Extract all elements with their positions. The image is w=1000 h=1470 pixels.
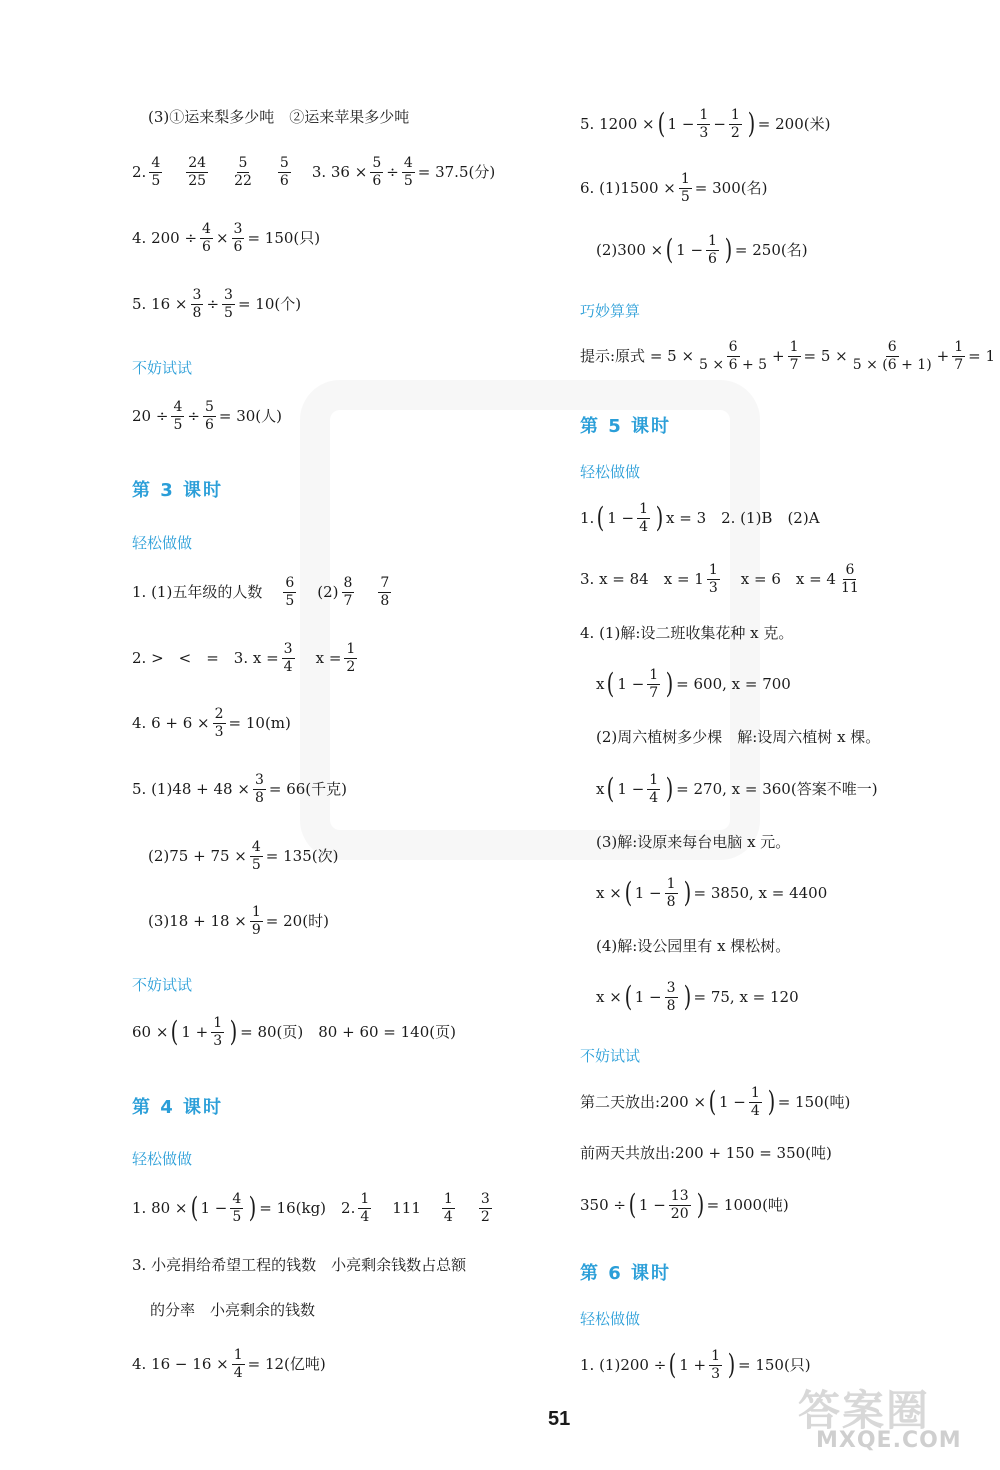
answer-line: 2. 4 5 24 25 5 22 5 6 3. 36 × $\frac{5}{6}$ ÷ $\frac{4}{5}$ = 37.5(分)	[132, 155, 496, 189]
answer-line: (4)解:设公园里有 x 棵松树。	[596, 937, 791, 955]
section-heading: 巧妙算算	[580, 302, 641, 320]
answer-line: 第二天放出:200 × ( 1 − $\frac{1}{4}$ ) = 150(吨)	[580, 1085, 851, 1119]
section-heading: 不妨试试	[580, 1047, 641, 1065]
answer-line: 5. (1)48 + 48 × $\frac{3}{8}$ = 66(千克)	[132, 772, 348, 806]
answer-line: 2. > < = 3. x = $\frac{3}{4}$ x = $\frac{1}{2}$	[132, 641, 356, 675]
answer-line: 6. (1)1500 × $\frac{1}{5}$ = 300(名)	[580, 171, 768, 205]
watermark-url: MXQE.COM	[816, 1428, 962, 1453]
section-heading: 轻松做做	[132, 1150, 193, 1168]
lesson-heading: 第 5 课时	[580, 416, 672, 437]
answer-line: (2)300 × ( 1 − $\frac{1}{6}$ ) = 250(名)	[596, 233, 808, 267]
answer-line: (2)周六植树多少棵 解:设周六植树 x 棵。	[596, 728, 881, 746]
answer-line: 的分率 小亮剩余的钱数	[150, 1301, 316, 1319]
answer-line: 前两天共放出:200 + 150 = 350(吨)	[580, 1144, 832, 1162]
answer-line: x × ( 1 − $\frac{1}{8}$ ) = 3850, x = 4400	[596, 876, 828, 910]
answer-line: 60 × ( 1 + $\frac{1}{3}$ ) = 80(页) 80 + 60 = 140(页)	[132, 1015, 456, 1049]
section-heading: 轻松做做	[580, 463, 641, 481]
answer-line: 1. (1)五年级的人数 6 5 (2) 8 7 7 8	[132, 575, 390, 609]
answer-line: 提示:原式 = 5 × $\frac{6}{5 \times 6 + 5}$ + $\frac{1}{7}$ = 5 × $\frac{6}{5 \times (6 + 1)}$ + $\frac{1}{7}$ = 1	[580, 339, 996, 373]
answer-line: 4. 6 + 6 × $\frac{2}{3}$ = 10(m)	[132, 706, 291, 740]
section-heading: 不妨试试	[132, 976, 193, 994]
lesson-heading: 第 6 课时	[580, 1263, 672, 1284]
lesson-heading: 第 3 课时	[132, 480, 224, 501]
section-heading: 轻松做做	[132, 534, 193, 552]
answer-line: 350 ÷ ( 1 − $\frac{13}{20}$ ) = 1000(吨)	[580, 1188, 789, 1222]
answer-line: 1. ( 1 − $\frac{1}{4}$ ) x = 3 2. (1)B (2)A	[580, 501, 820, 535]
section-heading: 轻松做做	[580, 1310, 641, 1328]
answer-line: 5. 1200 × ( 1 − $\frac{1}{3}$ − $\frac{1}{2}$ ) = 200(米)	[580, 107, 831, 141]
answer-line: 5. 16 × $\frac{3}{8}$ ÷ $\frac{3}{5}$ = 10(个)	[132, 287, 302, 321]
answer-line: x × ( 1 − $\frac{3}{8}$ ) = 75, x = 120	[596, 980, 799, 1014]
answer-line: 4. 16 − 16 × $\frac{1}{4}$ = 12(亿吨)	[132, 1347, 326, 1381]
page-number: 51	[548, 1408, 571, 1430]
answer-line: (3)18 + 18 × $\frac{1}{9}$ = 20(时)	[148, 904, 329, 938]
answer-line: (3)解:设原来每台电脑 x 元。	[596, 833, 791, 851]
answer-line: (3)①运来梨多少吨 ②运来苹果多少吨	[148, 108, 410, 126]
answer-line: x ( 1 − $\frac{1}{4}$ ) = 270, x = 360(答案不唯一)	[596, 772, 878, 806]
answer-line: (2)75 + 75 × $\frac{4}{5}$ = 135(次)	[148, 839, 339, 873]
answer-line: 4. 200 ÷ $\frac{4}{6}$ × $\frac{3}{6}$ = 150(只)	[132, 221, 321, 255]
answer-line: 3. 小亮捐给希望工程的钱数 小亮剩余钱数占总额	[132, 1256, 467, 1274]
lesson-heading: 第 4 课时	[132, 1097, 224, 1118]
watermark-logo	[798, 1378, 978, 1458]
answer-line: 4. (1)解:设二班收集花种 x 克。	[580, 624, 794, 642]
section-heading: 不妨试试	[132, 359, 193, 377]
answer-line: 1. 80 × ( 1 − $\frac{4}{5}$ ) = 16(kg) 2. 1 4 111 1 4 3 2	[132, 1191, 490, 1225]
answer-line: 20 ÷ $\frac{4}{5}$ ÷ $\frac{5}{6}$ = 30(人)	[132, 399, 282, 433]
answer-line: 3. x = 84 x = 1 1 3 x = 6 x = 4 6 11	[580, 562, 859, 596]
answer-line: 1. (1)200 ÷ ( 1 + $\frac{1}{3}$ ) = 150(只)	[580, 1348, 811, 1382]
watermark-text: 答案圈	[798, 1386, 931, 1435]
answer-line: x ( 1 − $\frac{1}{7}$ ) = 600, x = 700	[596, 667, 791, 701]
